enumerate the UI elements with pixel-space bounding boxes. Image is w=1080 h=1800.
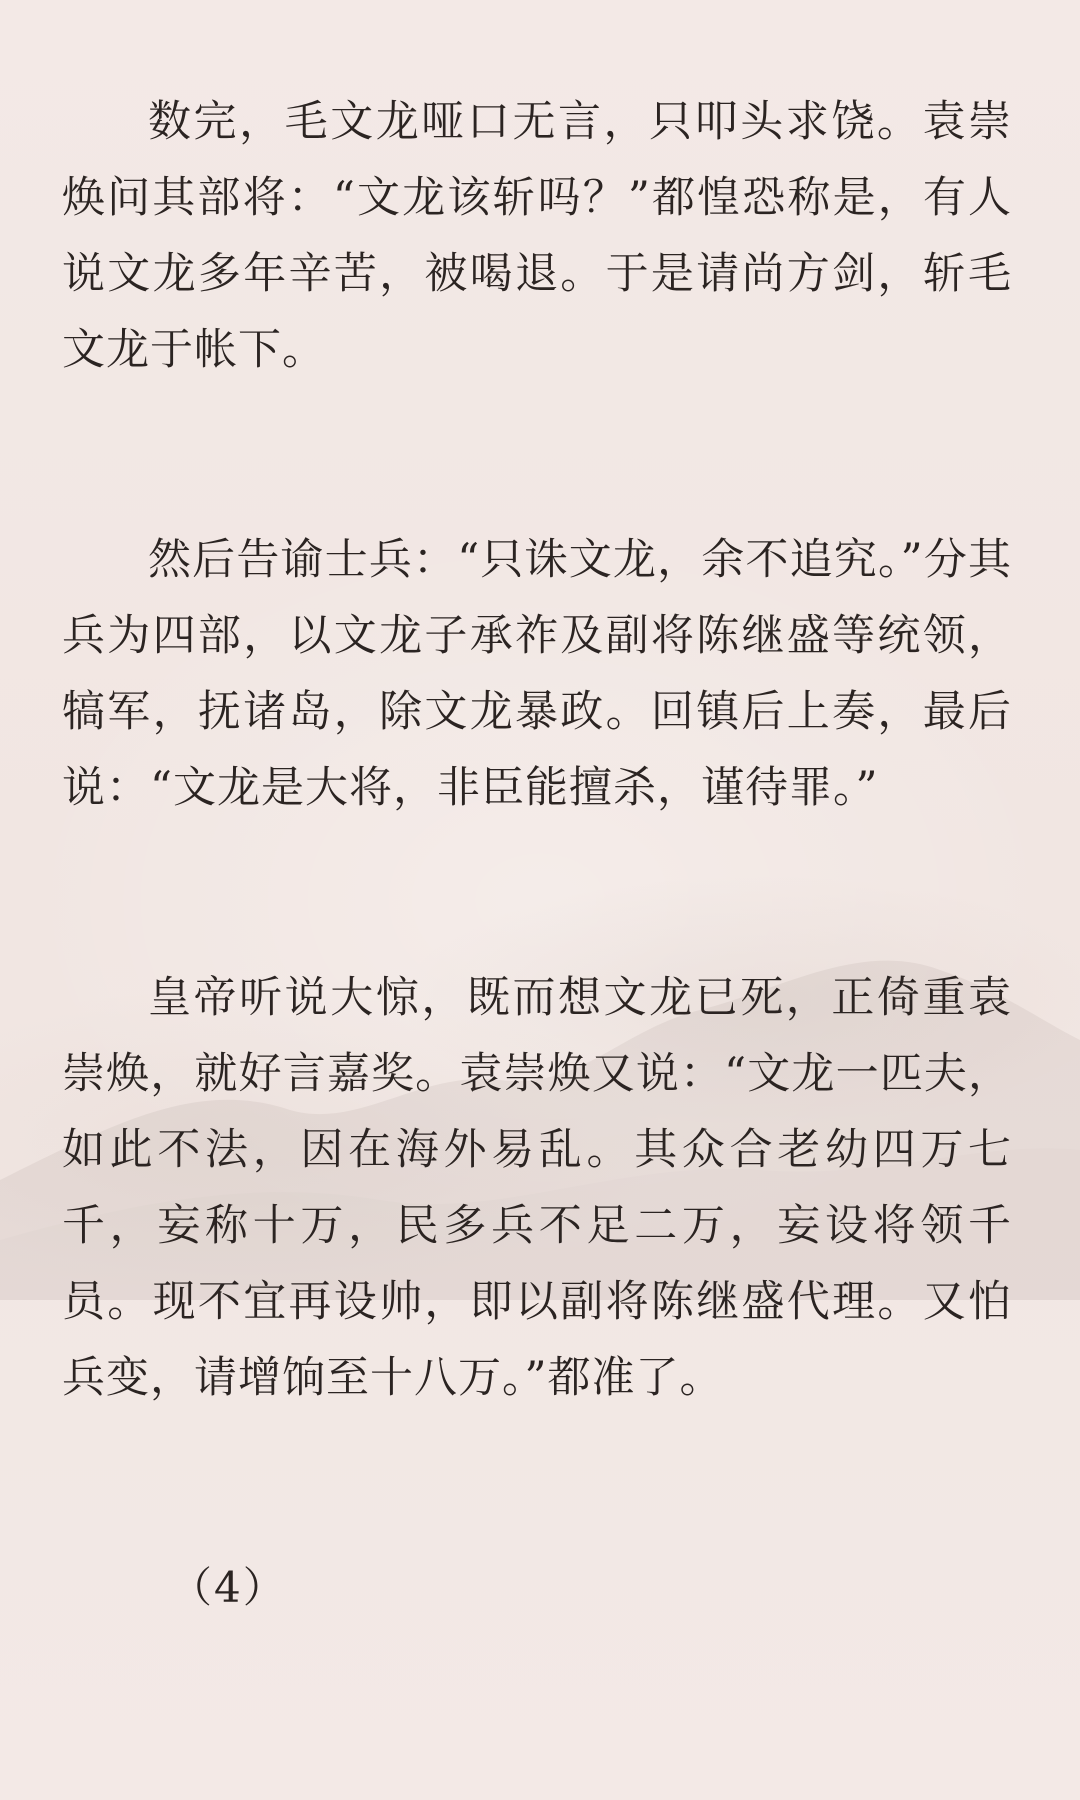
paragraph-3: 皇帝听说大惊，既而想文龙已死，正倚重袁崇焕，就好言嘉奖。袁崇焕又说：“文龙一匹夫，如此不法，因在海外易乱。其众合老幼四万七千，妄称十万，民多兵不足二万，妄设将领千员。现不宜再设帅，即以副将陈继盛代理。又怕兵变，请增饷至十八万。”都准了。 [62,973,1012,1403]
paragraph-1: 数完，毛文龙哑口无言，只叩头求饶。袁崇焕问其部将：“文龙该斩吗？”都惶恐称是，有人说文龙多年辛苦，被喝退。于是请尚方剑，斩毛文龙于帐下。 [62,97,1012,375]
page-number: （4） [170,1563,287,1612]
paragraph-2: 然后告谕士兵：“只诛文龙，余不追究。”分其兵为四部，以文龙子承祚及副将陈继盛等统领，犒军，抚诸岛，除文龙暴政。回镇后上奏，最后说：“文龙是大将，非臣能擅杀，谨待罪。” [62,535,1012,813]
